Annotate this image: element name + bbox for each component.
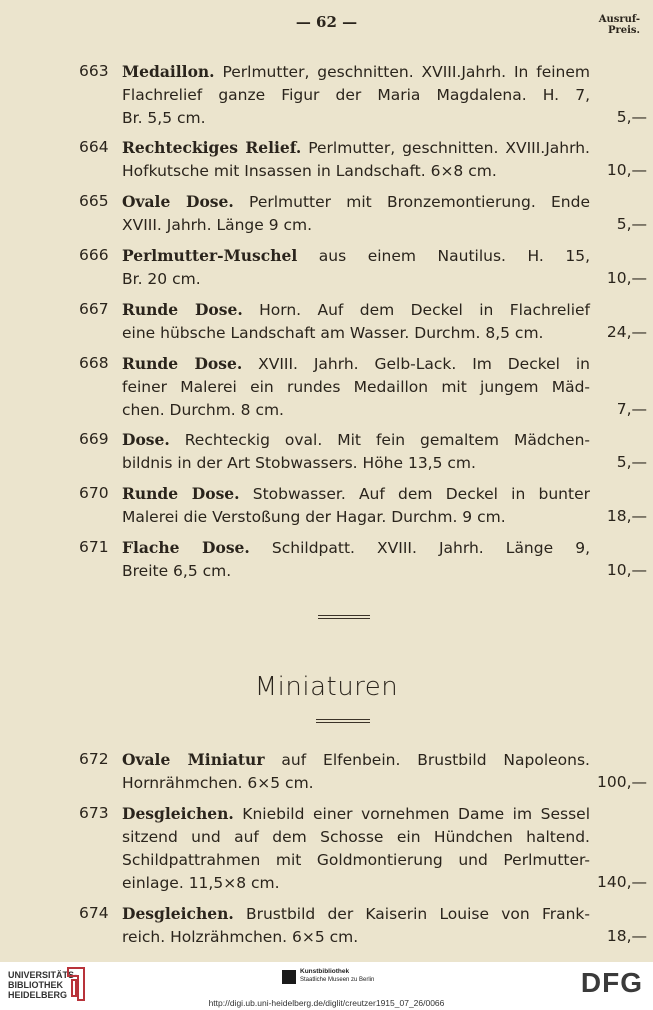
entry-line [79, 848, 647, 871]
entry-line [79, 825, 647, 848]
uni-line-1: UNIVERSITÄTS- [8, 970, 78, 980]
catalog-entry [79, 482, 647, 528]
lot-title: Medaillon. [122, 62, 215, 81]
lot-description: Perlmutter, geschnitten. XVIII.Jahrh. [301, 139, 590, 157]
section-underline-top [316, 719, 370, 720]
entry-text [122, 60, 590, 84]
lot-description: chen. Durchm. 8 cm. [122, 401, 284, 419]
entry-text [122, 244, 590, 268]
lot-description: XVIII. Jahrh. Länge 9 cm. [122, 216, 313, 234]
lot-description: reich. Holzrähmchen. 6×5 cm. [122, 928, 359, 946]
lot-description: Br. 20 cm. [122, 270, 201, 288]
lot-price: 5,— [616, 215, 647, 233]
lot-price: 24,— [606, 323, 647, 341]
entry-line [79, 321, 647, 344]
entry-text [122, 902, 590, 926]
lot-title: Runde Dose. [122, 354, 243, 373]
kb-line-1: Kunstbibliothek [300, 968, 350, 975]
lot-price: 10,— [606, 269, 647, 287]
price-header-line-1: Ausruf- [598, 14, 640, 25]
lot-number: 673 [79, 804, 109, 822]
entry-line [79, 559, 647, 582]
lot-title: Perlmutter-Muschel [122, 246, 298, 265]
catalog-entry [79, 298, 647, 344]
lot-description: Br. 5,5 cm. [122, 109, 206, 127]
entry-text [122, 321, 590, 345]
lot-description: Stobwasser. Auf dem Deckel in bunter [239, 485, 590, 503]
entry-text [122, 848, 590, 872]
lot-description: Flachrelief ganze Figur der Maria Magdalena. H. 7, [122, 86, 590, 104]
entry-text [122, 536, 590, 560]
entry-line [79, 83, 647, 106]
lot-number: 667 [79, 300, 109, 318]
lot-number: 672 [79, 750, 109, 768]
source-url-link[interactable]: http://digi.ub.uni-heidelberg.de/diglit/creutzer1915_07_26/0066 [208, 998, 445, 1008]
entry-line [79, 748, 647, 771]
entry-text [122, 398, 590, 422]
entry-line [79, 375, 647, 398]
entry-text [122, 375, 590, 399]
lot-price: 7,— [616, 400, 647, 418]
entry-text [122, 505, 590, 529]
entry-line [79, 428, 647, 451]
entry-line [79, 267, 647, 290]
catalog-entry [79, 802, 647, 894]
entry-line [79, 902, 647, 925]
catalog-entry [79, 60, 647, 129]
entry-text [122, 871, 590, 895]
kb-line-2: Staatliche Museen zu Berlin [300, 977, 375, 983]
lot-price: 10,— [606, 561, 647, 579]
entry-text [122, 298, 590, 322]
entry-text [122, 802, 590, 826]
lot-number: 670 [79, 484, 109, 502]
catalog-entry [79, 902, 647, 948]
lot-description: Hornrähmchen. 6×5 cm. [122, 774, 314, 792]
section-underline-bottom [316, 722, 370, 723]
entry-line [79, 802, 647, 825]
lot-description: bildnis in der Art Stobwassers. Höhe 13,5 cm. [122, 454, 476, 472]
uni-line-3: HEIDELBERG [8, 990, 68, 1000]
lot-description: Brustbild der Kaiserin Louise von Frank- [233, 905, 590, 923]
lot-title: Runde Dose. [122, 300, 243, 319]
entry-line [79, 505, 647, 528]
lot-description: Hofkutsche mit Insassen in Landschaft. 6×8 cm. [122, 162, 497, 180]
dfg-logo: DFG [580, 967, 643, 998]
entry-text [122, 428, 590, 452]
entry-text [122, 83, 590, 107]
lot-number: 664 [79, 138, 109, 156]
lot-description: Horn. Auf dem Deckel in Flachrelief [242, 301, 590, 319]
entry-text [122, 748, 590, 772]
kunstbibliothek-logo-text [300, 968, 374, 984]
lot-description: XVIII. Jahrh. Gelb-Lack. Im Deckel in [242, 355, 590, 373]
lot-number: 663 [79, 62, 109, 80]
entry-line [79, 451, 647, 474]
entry-line [79, 213, 647, 236]
entry-line [79, 244, 647, 267]
price-column-header [599, 14, 640, 36]
lot-price: 18,— [606, 507, 647, 525]
lot-description: Breite 6,5 cm. [122, 562, 232, 580]
lot-number: 668 [79, 354, 109, 372]
entry-text [122, 482, 590, 506]
catalog-entry [79, 536, 647, 582]
entry-line [79, 352, 647, 375]
lot-description: Malerei die Verstoßung der Hagar. Durchm. 9 cm. [122, 508, 506, 526]
lot-description: eine hübsche Landschaft am Wasser. Durchm. 8,5 cm. [122, 324, 544, 342]
lot-description: aus einem Nautilus. H. 15, [297, 247, 590, 265]
lot-title: Desgleichen. [122, 904, 234, 923]
catalog-entry [79, 748, 647, 794]
entry-line [79, 536, 647, 559]
lot-title: Runde Dose. [122, 484, 240, 503]
lot-description: einlage. 11,5×8 cm. [122, 874, 280, 892]
uni-line-2: BIBLIOTHEK [8, 980, 63, 990]
entry-line [79, 482, 647, 505]
entry-line [79, 106, 647, 129]
lot-description: auf Elfenbein. Brustbild Napoleons. [264, 751, 590, 769]
lot-number: 665 [79, 192, 109, 210]
lot-price: 5,— [616, 108, 647, 126]
lot-description: Schildpattrahmen mit Goldmontierung und Perlmutter- [122, 851, 590, 869]
lot-description: Perlmutter mit Bronzemontierung. Ende [233, 193, 590, 211]
entry-text [122, 267, 590, 291]
entry-line [79, 871, 647, 894]
lot-title: Flache Dose. [122, 538, 250, 557]
lot-description: Kniebild einer vornehmen Dame im Sessel [233, 805, 590, 823]
lot-price: 100,— [596, 773, 647, 791]
catalog-entry [79, 244, 647, 290]
lot-title: Dose. [122, 430, 170, 449]
lot-description: Schildpatt. XVIII. Jahrh. Länge 9, [249, 539, 591, 557]
entry-text [122, 106, 590, 130]
entry-text [122, 213, 590, 237]
separator-rule-top [318, 615, 370, 616]
entry-text [122, 159, 590, 183]
lot-number: 671 [79, 538, 109, 556]
catalog-entry [79, 190, 647, 236]
entry-line [79, 159, 647, 182]
lot-price: 10,— [606, 161, 647, 179]
entry-line [79, 136, 647, 159]
catalog-entry [79, 136, 647, 182]
entry-line [79, 771, 647, 794]
separator-rule-bottom [318, 618, 370, 619]
lot-title: Ovale Dose. [122, 192, 234, 211]
lot-number: 674 [79, 904, 109, 922]
lot-number: 669 [79, 430, 109, 448]
lot-price: 5,— [616, 453, 647, 471]
entry-line [79, 298, 647, 321]
lot-price: 140,— [596, 873, 647, 891]
entry-text [122, 352, 590, 376]
page-number: — 62 — [295, 13, 358, 31]
catalog-entry [79, 352, 647, 421]
kunstbibliothek-logo-icon [282, 970, 296, 984]
entry-text [122, 190, 590, 214]
entry-line [79, 925, 647, 948]
entry-text [122, 925, 590, 949]
lot-title: Ovale Miniatur [122, 750, 265, 769]
entry-line [79, 190, 647, 213]
entry-text [122, 825, 590, 849]
entry-text [122, 451, 590, 475]
lot-description: feiner Malerei ein rundes Medaillon mit jungem Mäd- [122, 378, 590, 396]
lot-description: sitzend und auf dem Schosse ein Hündchen haltend. [122, 828, 590, 846]
entry-text [122, 136, 590, 160]
university-library-logo-icon [64, 966, 88, 1002]
price-header-line-2: Preis. [607, 25, 640, 36]
lot-description: Perlmutter, geschnitten. XVIII.Jahrh. In feinem [214, 63, 590, 81]
entry-line [79, 60, 647, 83]
lot-title: Rechteckiges Relief. [122, 138, 302, 157]
lot-price: 18,— [606, 927, 647, 945]
catalog-entry [79, 428, 647, 474]
lot-description: Rechteckig oval. Mit fein gemaltem Mädchen- [169, 431, 590, 449]
lot-number: 666 [79, 246, 109, 264]
lot-title: Desgleichen. [122, 804, 234, 823]
section-title: Miniaturen [254, 672, 399, 702]
entry-text [122, 559, 590, 583]
entry-line [79, 398, 647, 421]
entry-text [122, 771, 590, 795]
